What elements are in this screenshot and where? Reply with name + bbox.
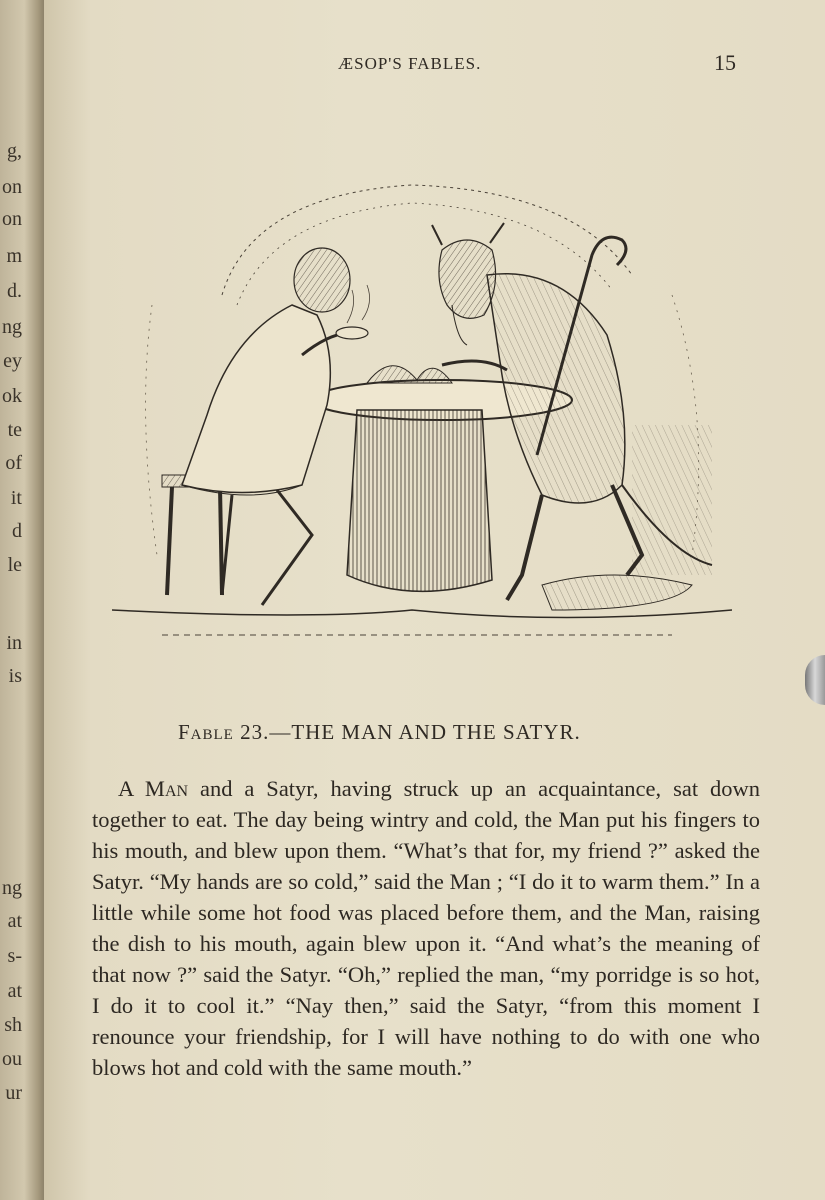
fable-caption	[178, 720, 678, 745]
left-page-fragment: ng	[2, 316, 22, 338]
left-page-fragment: te	[7, 419, 22, 441]
left-page-fragment: g,	[7, 140, 22, 162]
fable-illustration	[112, 155, 732, 655]
fable-body	[92, 773, 760, 1083]
fable-lead-words: A Man	[118, 776, 189, 801]
left-page-fragment: ou	[2, 1048, 22, 1070]
left-page-fragment: of	[5, 452, 22, 474]
left-page-fragment: on	[2, 208, 22, 230]
left-page-fragment: ok	[2, 385, 22, 407]
left-page-fragment: it	[10, 487, 22, 509]
caption-fable-word: Fable	[178, 720, 234, 744]
left-page-fragment: at	[7, 910, 22, 932]
running-title: ÆSOP'S FABLES.	[338, 54, 482, 73]
left-page-fragment: ur	[5, 1082, 22, 1104]
left-page-fragment: on	[2, 176, 22, 198]
left-page-fragment: le	[7, 554, 22, 576]
page-number: 15	[714, 50, 736, 75]
left-page-fragment: d.	[7, 280, 22, 302]
left-page-fragment: d	[12, 520, 22, 542]
left-page-fragment: s-	[7, 945, 22, 967]
left-page-fragment: at	[7, 980, 22, 1002]
fable-paragraph	[92, 773, 760, 1083]
left-page-fragment: sh	[4, 1014, 22, 1036]
left-page-fragment: is	[8, 665, 22, 687]
left-page-fragment: ey	[3, 350, 22, 372]
left-page-fragment: m	[6, 245, 22, 267]
left-page-fragment: ng	[2, 877, 22, 899]
left-page-fragment: in	[6, 632, 22, 654]
caption-title: 23.—THE MAN AND THE SATYR.	[233, 720, 581, 744]
fable-text: and a Satyr, having struck up an acquaintance, sat down together to eat. The day being wintry and cold, the Man put his fingers to his mouth, and blew upon them. “What’s that for, my friend ?” asked the Satyr. “My hands are so cold,” said the Man ; “I do it to warm them.” In a little while some hot food was placed before them, and the Man, raising the dish to his mouth, again blew upon it. “And what’s the meaning of that now ?” said the Satyr. “Oh,” replied the man, “my porridge is so hot, I do it to cool it.” “Nay then,” said the Satyr, “from this moment I renounce your friendship, for I will have nothing to do with one who blows hot and cold with the same mouth.”	[92, 776, 761, 1080]
